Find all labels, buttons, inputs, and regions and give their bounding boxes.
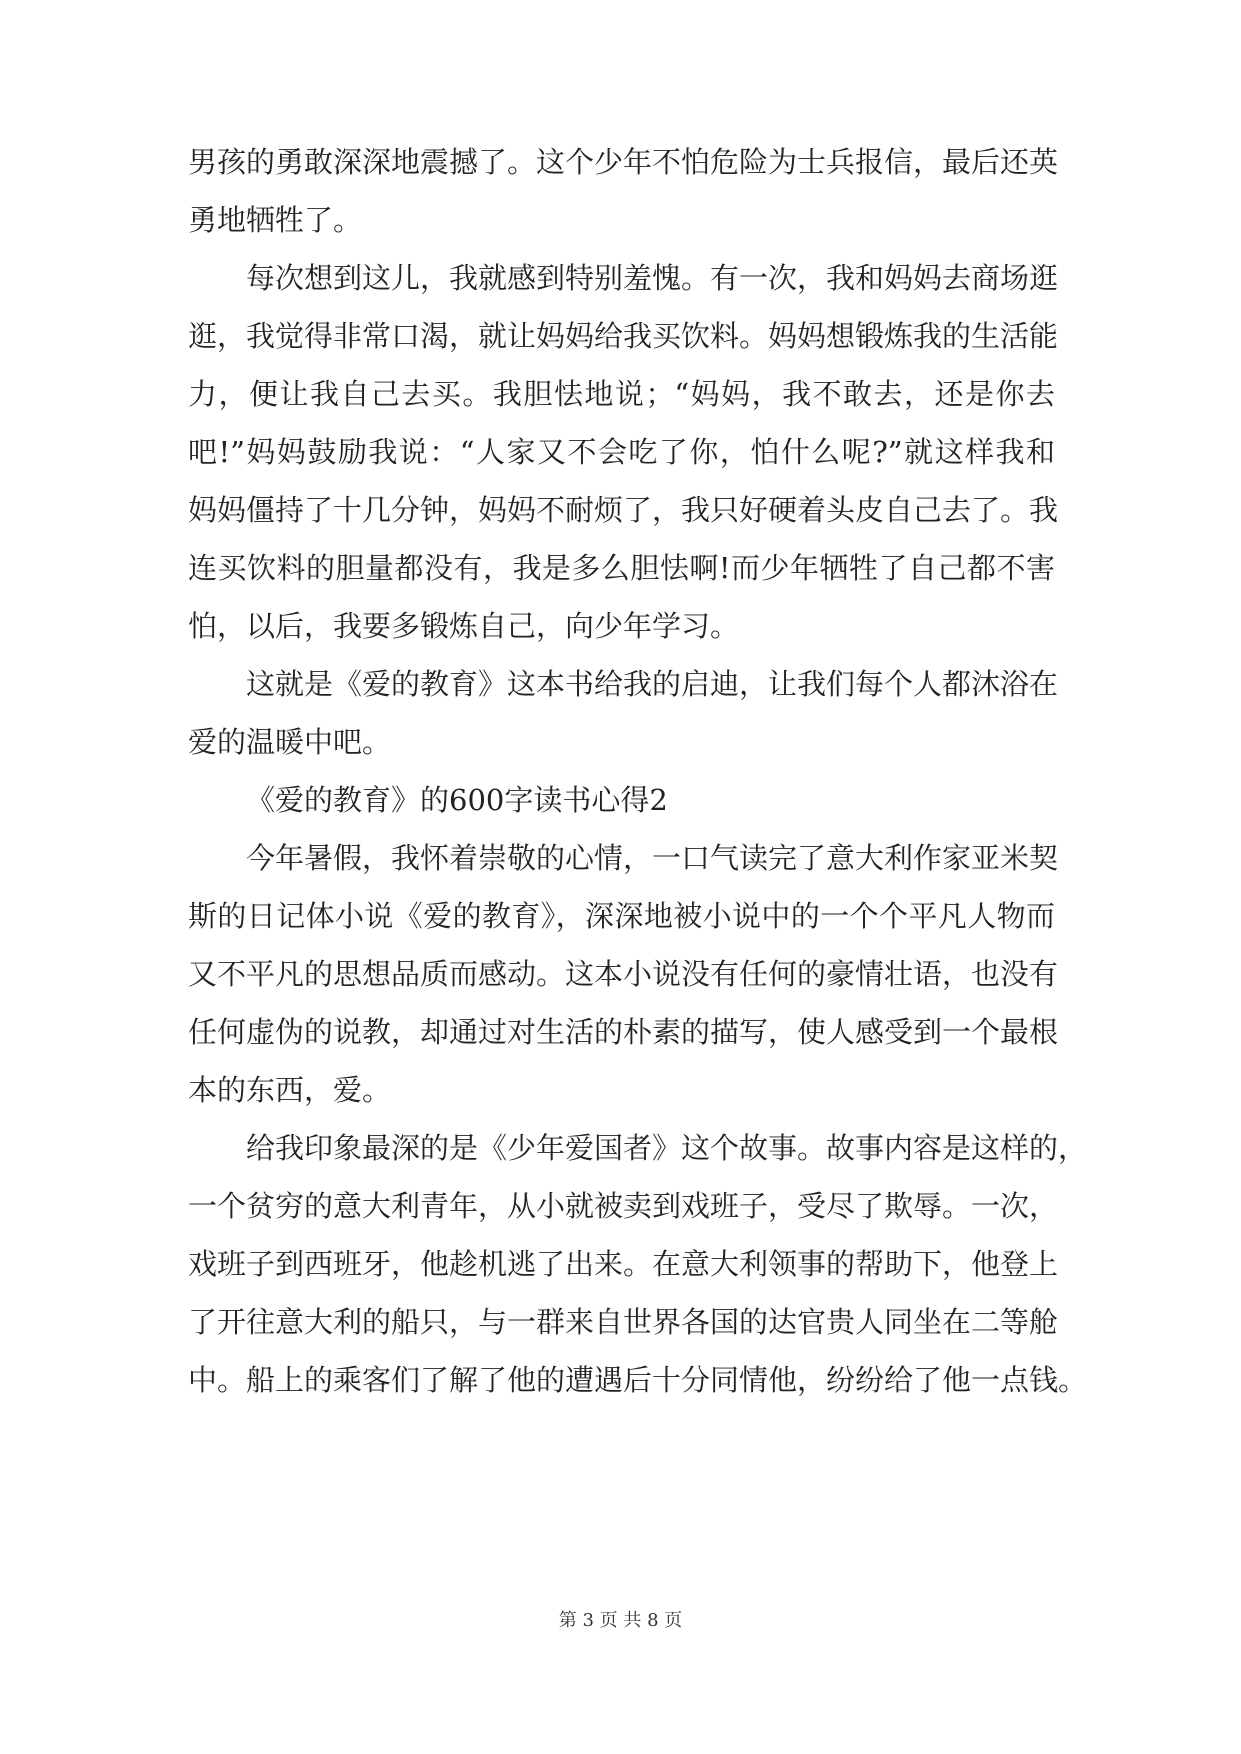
text-line: 今年暑假，我怀着崇敬的心情，一口气读完了意大利作家亚米契 — [246, 841, 1059, 875]
text-line: 这就是《爱的教育》这本书给我的启迪，让我们每个人都沐浴在 — [246, 667, 1059, 701]
text-line: 怕，以后，我要多锻炼自己，向少年学习。 — [188, 609, 740, 643]
text-line: 每次想到这儿，我就感到特别羞愧。有一次，我和妈妈去商场逛 — [246, 261, 1059, 295]
text-line: 爱的温暖中吧。 — [188, 725, 392, 759]
text-line: 妈妈僵持了十几分钟，妈妈不耐烦了，我只好硬着头皮自己去了。我 — [188, 493, 1059, 527]
text-line: 吧!”妈妈鼓励我说：“人家又不会吃了你，怕什么呢?”就这样我和 — [188, 435, 1055, 469]
text-line: 斯的日记体小说《爱的教育》，深深地被小说中的一个个平凡人物而 — [188, 899, 1055, 933]
text-line: 连买饮料的胆量都没有，我是多么胆怯啊!而少年牺牲了自己都不害 — [188, 551, 1055, 585]
text-line: 勇地牺牲了。 — [188, 203, 363, 237]
text-line: 戏班子到西班牙，他趁机逃了出来。在意大利领事的帮助下，他登上 — [188, 1247, 1059, 1281]
text-line: 给我印象最深的是《少年爱国者》这个故事。故事内容是这样的， — [246, 1131, 1088, 1165]
text-line: 任何虚伪的说教，却通过对生活的朴素的描写，使人感受到一个最根 — [188, 1015, 1059, 1049]
text-line: 力，便让我自己去买。我胆怯地说；“妈妈，我不敢去，还是你去 — [188, 377, 1055, 411]
text-line: 本的东西，爱。 — [188, 1073, 392, 1107]
text-line: 男孩的勇敢深深地震撼了。这个少年不怕危险为士兵报信，最后还英 — [188, 145, 1059, 179]
text-line: 一个贫穷的意大利青年，从小就被卖到戏班子，受尽了欺辱。一次， — [188, 1189, 1059, 1223]
text-line: 逛，我觉得非常口渴，就让妈妈给我买饮料。妈妈想锻炼我的生活能 — [188, 319, 1059, 353]
text-line: 又不平凡的思想品质而感动。这本小说没有任何的豪情壮语，也没有 — [188, 957, 1059, 991]
text-line: 了开往意大利的船只，与一群来自世界各国的达官贵人同坐在二等舱 — [188, 1305, 1059, 1339]
text-line: 中。船上的乘客们了解了他的遭遇后十分同情他，纷纷给了他一点钱。 — [188, 1363, 1088, 1397]
section-heading: 《爱的教育》的600字读书心得2 — [246, 783, 668, 817]
page-number: 第 3 页 共 8 页 — [558, 1610, 683, 1631]
